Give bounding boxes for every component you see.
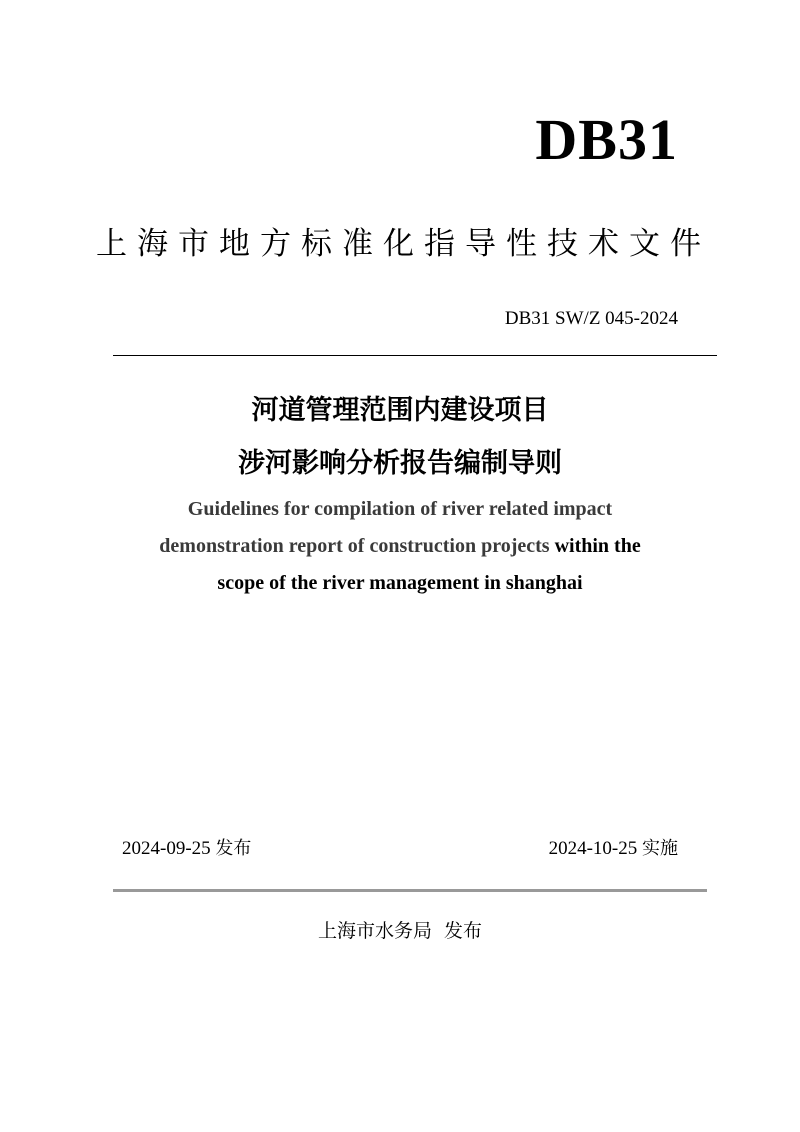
title-en-line-3: scope of the river management in shanghai bbox=[217, 572, 583, 594]
issue-date: 2024-09-25 bbox=[122, 838, 211, 859]
title-en-line-2-part-2: within the bbox=[554, 535, 641, 557]
top-divider bbox=[113, 355, 717, 356]
standard-code: DB31 bbox=[535, 107, 678, 172]
bottom-divider bbox=[113, 889, 707, 892]
title-en-line-2-part-1: demonstration report of construction projects bbox=[159, 535, 550, 557]
standard-number: DB31 SW/Z 045-2024 bbox=[504, 308, 678, 329]
implementation-label: 实施 bbox=[642, 838, 678, 859]
issue-date-block bbox=[122, 836, 251, 862]
implementation-date: 2024-10-25 bbox=[548, 838, 638, 859]
title-en-line-1: Guidelines for compilation of river related impact bbox=[187, 498, 613, 520]
title-cn-line-1: 河道管理范围内建设项目 bbox=[251, 395, 549, 426]
title-cn-line-2: 涉河影响分析报告编制导则 bbox=[238, 448, 562, 479]
document-type: 上海市地方标准化指导性技术文件 bbox=[96, 226, 711, 262]
implementation-date-block bbox=[549, 836, 678, 862]
issuer: 上海市水务局 发布 bbox=[317, 920, 483, 942]
issue-label: 发布 bbox=[215, 838, 252, 859]
title-en-line-2 bbox=[0, 532, 800, 560]
